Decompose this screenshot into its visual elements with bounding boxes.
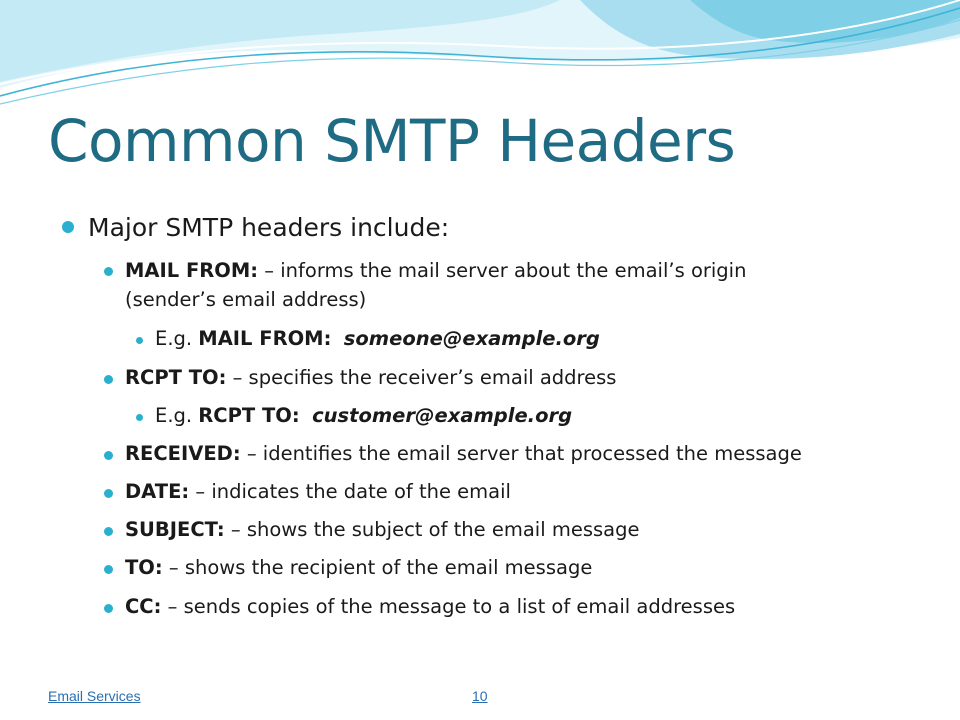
date-item [125, 480, 511, 503]
mail-from-item [125, 259, 746, 282]
rcpt-to-item [125, 366, 616, 389]
rcpt-to-example [155, 404, 572, 427]
bullet-icon [104, 375, 113, 384]
bullet-icon [104, 451, 113, 460]
received-key: RECEIVED: [125, 442, 241, 465]
bullet-icon [104, 565, 113, 574]
date-desc: – indicates the date of the email [189, 480, 511, 503]
to-desc: – shows the recipient of the email message [162, 556, 593, 579]
received-desc: – identifies the email server that processed the message [240, 442, 802, 465]
eg-value: someone@example.org [343, 327, 600, 350]
cc-key: CC: [125, 595, 162, 618]
to-key: TO: [125, 556, 163, 579]
eg-prefix: E.g. [155, 327, 199, 350]
bullet-icon [104, 267, 113, 276]
mail-from-item-cont [125, 288, 366, 311]
rcpt-to-desc: – specifies the receiver’s email address [226, 366, 617, 389]
date-key: DATE: [125, 480, 190, 503]
bullet-icon [104, 604, 113, 613]
subject-key: SUBJECT: [125, 518, 225, 541]
mail-from-example [155, 327, 600, 350]
eg-key: MAIL FROM: [198, 327, 332, 350]
mail-from-desc-cont: (sender’s email address) [125, 288, 367, 311]
received-item [125, 442, 802, 465]
bullet-icon [136, 337, 143, 344]
to-item [125, 556, 592, 579]
eg-key: RCPT TO: [198, 404, 300, 427]
footer-link-email-services[interactable]: Email Services [48, 688, 141, 704]
mail-from-key: MAIL FROM: [125, 259, 259, 282]
slide-title: Common SMTP Headers [48, 107, 736, 175]
eg-prefix: E.g. [155, 404, 199, 427]
bullet-icon [104, 489, 113, 498]
cc-item [125, 595, 735, 618]
footer-page-number[interactable]: 10 [472, 688, 488, 704]
cc-desc: – sends copies of the message to a list of email addresses [161, 595, 736, 618]
bullet-icon [62, 221, 74, 233]
eg-value: customer@example.org [312, 404, 573, 427]
mail-from-desc: – informs the mail server about the email’s origin [258, 259, 747, 282]
intro-label: Major SMTP headers include: [88, 213, 450, 242]
bullet-icon [104, 527, 113, 536]
bullet-icon [136, 414, 143, 421]
rcpt-to-key: RCPT TO: [125, 366, 227, 389]
subject-item [125, 518, 639, 541]
intro-text [88, 213, 449, 242]
subject-desc: – shows the subject of the email message [224, 518, 640, 541]
